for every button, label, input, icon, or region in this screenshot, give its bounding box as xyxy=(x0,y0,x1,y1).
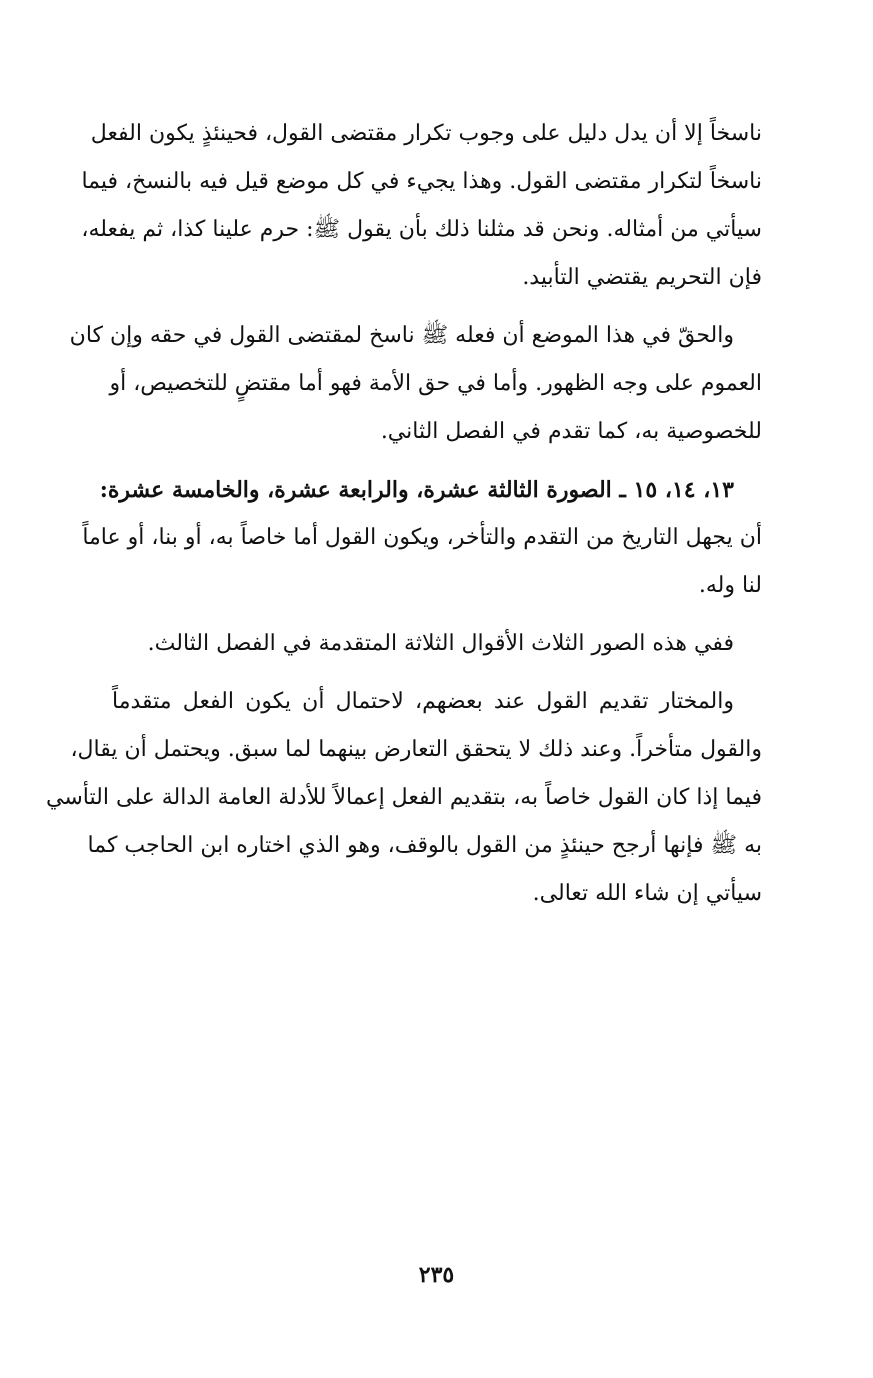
text-line: للخصوصية به، كما تقدم في الفصل الثاني. xyxy=(380,419,762,444)
text-line: ناسخاً إلا أن يدل دليل على وجوب تكرار مقتضى القول، فحينئذٍ يكون الفعل xyxy=(90,121,762,146)
text-line: لنا وله. xyxy=(698,573,762,598)
text-line: فيما إذا كان القول خاصاً به، بتقديم الفعل إعمالاً للأدلة العامة الدالة على التأسي xyxy=(46,785,762,810)
text-line: سيأتي من أمثاله. ونحن قد مثلنا ذلك بأن يقول ﷺ: حرم علينا كذا، ثم يفعله، xyxy=(81,217,762,242)
paragraph-3 xyxy=(82,466,762,610)
text-line: والمختار تقديم القول عند بعضهم، لاحتمال أن يكون الفعل متقدماً xyxy=(112,689,734,714)
page-number: ٢٣٥ xyxy=(418,1262,455,1288)
text-line: ناسخاً لتكرار مقتضى القول. وهذا يجيء في كل موضع قيل فيه بالنسخ، فيما xyxy=(81,169,762,194)
text-line: أن يجهل التاريخ من التقدم والتأخر، ويكون القول أما خاصاً به، أو بنا، أو عاماً xyxy=(82,525,762,550)
text-line: به ﷺ فإنها أرجح حينئذٍ من القول بالوقف، وهو الذي اختاره ابن الحاجب كما xyxy=(87,833,762,858)
text-line: فإن التحريم يقتضي التأبيد. xyxy=(522,265,762,290)
text-line: والحقّ في هذا الموضع أن فعله ﷺ ناسخ لمقتضى القول في حقه وإن كان xyxy=(69,323,734,348)
paragraph-4 xyxy=(112,620,762,668)
text-line: ففي هذه الصور الثلاث الأقوال الثلاثة المتقدمة في الفصل الثالث. xyxy=(147,631,734,656)
paragraph-1 xyxy=(81,110,762,302)
paragraph-2 xyxy=(69,312,762,456)
text-line: العموم على وجه الظهور. وأما في حق الأمة فهو أما مقتضٍ للتخصيص، أو xyxy=(109,371,762,396)
text-line: والقول متأخراً. وعند ذلك لا يتحقق التعارض بينهما لما سبق. ويحتمل أن يقال، xyxy=(70,737,762,762)
paragraph-5 xyxy=(46,678,762,918)
body-text xyxy=(46,110,762,928)
text-line: سيأتي إن شاء الله تعالى. xyxy=(532,881,762,906)
section-heading: ١٣، ١٤، ١٥ ـ الصورة الثالثة عشرة، والرابعة عشرة، والخامسة عشرة: xyxy=(99,477,734,503)
